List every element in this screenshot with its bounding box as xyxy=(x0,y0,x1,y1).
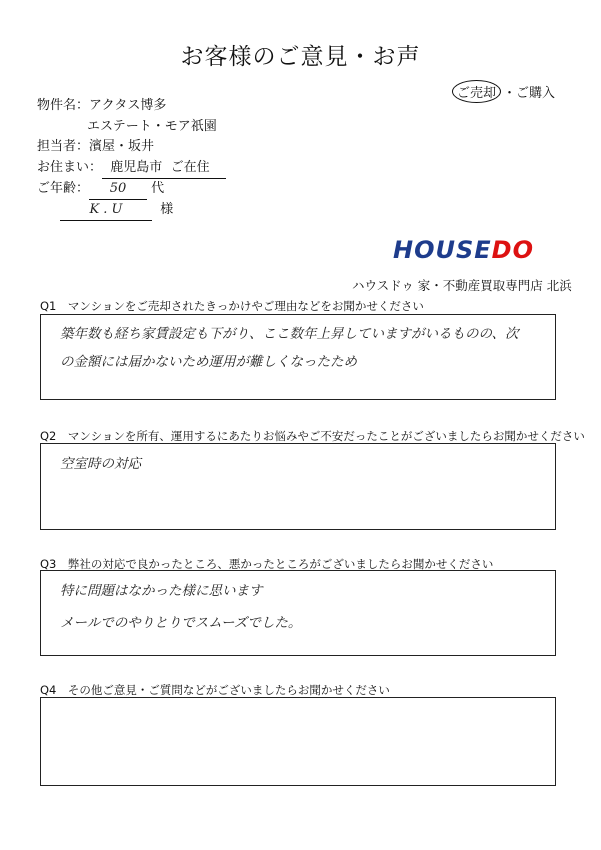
question-2-label: Q2 マンションを所有、運用するにあたりお悩みやご不安だったことがございましたらお聞かせください xyxy=(40,429,585,443)
address-field xyxy=(102,158,226,179)
question-3-label: Q3 弊社の対応で良かったところ、悪かったところがございましたらお聞かせください xyxy=(40,557,494,571)
answer-3-line-2: メールでのやりとりでスムーズでした。 xyxy=(60,615,302,631)
staff-names: 濱屋・坂井 xyxy=(89,139,155,154)
staff-label: 担当者： xyxy=(37,139,90,154)
staff-row xyxy=(37,137,154,157)
property-row xyxy=(37,96,166,116)
address-suffix: ご在住 xyxy=(170,160,210,175)
customer-suffix: 様 xyxy=(160,202,174,217)
purpose-selected: ご売却 xyxy=(452,80,501,103)
purpose-other: ご購入 xyxy=(516,86,556,101)
age-unit: 代 xyxy=(151,181,165,196)
address-city: 鹿児島市 xyxy=(110,160,163,175)
answer-2-text: 空室時の対応 xyxy=(60,456,141,472)
customer-row xyxy=(60,200,173,221)
age-row xyxy=(37,179,164,200)
answer-box-4 xyxy=(40,697,556,786)
property-name-1: アクタス博多 xyxy=(89,98,167,113)
question-1-label: Q1 マンションをご売却されたきっかけやご理由などをお聞かせください xyxy=(40,299,424,313)
address-row xyxy=(37,158,226,179)
purpose-separator: ・ xyxy=(503,86,517,101)
form-title: お客様のご意見・お声 xyxy=(180,44,421,70)
answer-3-line-1: 特に問題はなかった様に思います xyxy=(60,583,263,599)
property-label: 物件名： xyxy=(37,98,90,113)
question-4-label: Q4 その他ご意見・ご質問などがございましたらお聞かせください xyxy=(40,683,390,697)
age-value: 50 xyxy=(89,179,147,200)
property-name-2: エステート・モア祇園 xyxy=(87,119,217,134)
age-label: ご年齢： xyxy=(37,181,90,196)
logo-main: HOUSE xyxy=(393,236,492,264)
address-label: お住まい： xyxy=(37,160,103,175)
answer-1-text: 築年数も経ち家賃設定も下がり、ここ数年上昇していますがいるものの、次の金額には届かないため運用が難しくなったため xyxy=(60,326,519,370)
purpose-selection xyxy=(452,80,555,103)
logo-accent: DO xyxy=(491,236,534,264)
customer-initials: K . U xyxy=(60,200,152,221)
housedo-logo xyxy=(393,236,534,264)
store-name: ハウスドゥ 家・不動産買取専門店 北浜 xyxy=(352,278,572,293)
